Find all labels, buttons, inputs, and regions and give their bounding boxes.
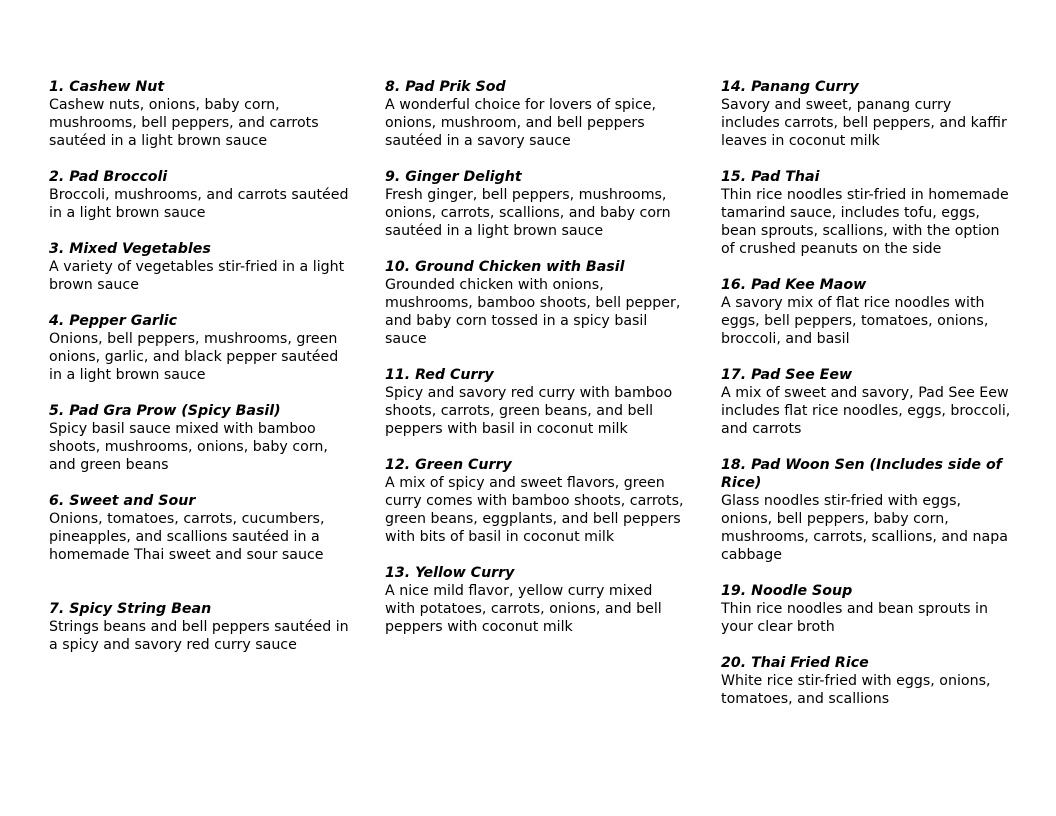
menu-item-description: Strings beans and bell peppers sautéed in a spicy and savory red curry sauce bbox=[49, 619, 349, 653]
menu-item-description: Savory and sweet, panang curry includes carrots, bell peppers, and kaffir leaves in coconut milk bbox=[721, 97, 1007, 149]
menu-item-description: A savory mix of flat rice noodles with eggs, bell peppers, tomatoes, onions, broccoli, and basil bbox=[721, 295, 989, 347]
menu-item-pad-see-eew bbox=[721, 366, 1013, 438]
menu-item-pad-thai bbox=[721, 168, 1013, 258]
menu-item-pad-broccoli bbox=[49, 168, 349, 222]
menu-item-title: 16. Pad Kee Maow bbox=[721, 277, 867, 293]
menu-item-ginger-delight bbox=[385, 168, 685, 240]
menu-item-title: 11. Red Curry bbox=[385, 367, 494, 383]
menu-item-description: Thin rice noodles and bean sprouts in your clear broth bbox=[721, 601, 988, 635]
menu-item-description: White rice stir-fried with eggs, onions, tomatoes, and scallions bbox=[721, 673, 991, 707]
menu-item-title: 14. Panang Curry bbox=[721, 79, 859, 95]
menu-item-title: 5. Pad Gra Prow (Spicy Basil) bbox=[49, 403, 281, 419]
menu-item-description: A mix of spicy and sweet flavors, green curry comes with bamboo shoots, carrots, green beans, eggplants, and bell peppers with bits of basil in coconut milk bbox=[385, 475, 684, 545]
menu-item-sweet-and-sour bbox=[49, 492, 349, 564]
menu-item-description: Grounded chicken with onions, mushrooms, bamboo shoots, bell pepper, and baby corn tossed in a spicy basil sauce bbox=[385, 277, 681, 347]
menu-item-spicy-string-bean bbox=[49, 600, 349, 654]
menu-item-yellow-curry bbox=[385, 564, 685, 636]
menu-item-pepper-garlic bbox=[49, 312, 349, 384]
menu-item-title: 4. Pepper Garlic bbox=[49, 313, 178, 329]
menu-item-description: A wonderful choice for lovers of spice, onions, mushroom, and bell peppers sautéed in a savory sauce bbox=[385, 97, 657, 149]
menu-item-description: Spicy basil sauce mixed with bamboo shoots, mushrooms, onions, baby corn, and green beans bbox=[49, 421, 328, 473]
menu-item-title: 8. Pad Prik Sod bbox=[385, 79, 506, 95]
menu-item-title: 3. Mixed Vegetables bbox=[49, 241, 211, 257]
menu-item-title: 18. Pad Woon Sen (Includes side of Rice) bbox=[721, 457, 1002, 491]
menu-item-red-curry bbox=[385, 366, 685, 438]
menu-item-title: 15. Pad Thai bbox=[721, 169, 820, 185]
menu-item-panang-curry bbox=[721, 78, 1013, 150]
menu-item-title: 12. Green Curry bbox=[385, 457, 512, 473]
menu-item-description: Onions, tomatoes, carrots, cucumbers, pineapples, and scallions sautéed in a homemade Thai sweet and sour sauce bbox=[49, 511, 325, 563]
menu-item-thai-fried-rice bbox=[721, 654, 1013, 708]
menu-item-green-curry bbox=[385, 456, 685, 546]
menu-item-cashew-nut bbox=[49, 78, 349, 150]
menu-column-2 bbox=[385, 78, 685, 654]
menu-item-description: A mix of sweet and savory, Pad See Eew includes flat rice noodles, eggs, broccoli, and carrots bbox=[721, 385, 1011, 437]
menu-item-description: Glass noodles stir-fried with eggs, onions, bell peppers, baby corn, mushrooms, carrots, scallions, and napa cabbage bbox=[721, 493, 1008, 563]
menu-item-description: Cashew nuts, onions, baby corn, mushrooms, bell peppers, and carrots sautéed in a light brown sauce bbox=[49, 97, 319, 149]
menu-item-title: 6. Sweet and Sour bbox=[49, 493, 196, 509]
menu-item-title: 13. Yellow Curry bbox=[385, 565, 515, 581]
menu-item-pad-prik-sod bbox=[385, 78, 685, 150]
menu-column-1 bbox=[49, 78, 349, 672]
menu-item-description: Broccoli, mushrooms, and carrots sautéed in a light brown sauce bbox=[49, 187, 349, 221]
menu-item-noodle-soup bbox=[721, 582, 1013, 636]
menu-item-mixed-vegetables bbox=[49, 240, 349, 294]
menu-item-title: 17. Pad See Eew bbox=[721, 367, 853, 383]
menu-item-pad-gra-prow bbox=[49, 402, 349, 474]
menu-column-3 bbox=[721, 78, 1013, 726]
menu-item-description: A variety of vegetables stir-fried in a light brown sauce bbox=[49, 259, 345, 293]
menu-item-description: Thin rice noodles stir-fried in homemade tamarind sauce, includes tofu, eggs, bean sprouts, scallions, with the option of crushed peanuts on the side bbox=[721, 187, 1009, 257]
menu-item-title: 1. Cashew Nut bbox=[49, 79, 165, 95]
menu-item-ground-chicken-basil bbox=[385, 258, 685, 348]
menu-item-description: A nice mild flavor, yellow curry mixed with potatoes, carrots, onions, and bell peppers with coconut milk bbox=[385, 583, 662, 635]
menu-item-title: 20. Thai Fried Rice bbox=[721, 655, 869, 671]
menu-item-pad-woon-sen bbox=[721, 456, 1013, 564]
menu-item-pad-kee-maow bbox=[721, 276, 1013, 348]
menu-item-title: 9. Ginger Delight bbox=[385, 169, 522, 185]
menu-item-title: 7. Spicy String Bean bbox=[49, 601, 212, 617]
menu-item-description: Spicy and savory red curry with bamboo shoots, carrots, green beans, and bell peppers with basil in coconut milk bbox=[385, 385, 673, 437]
menu-item-description: Fresh ginger, bell peppers, mushrooms, onions, carrots, scallions, and baby corn sautéed in a light brown sauce bbox=[385, 187, 671, 239]
menu-item-title: 10. Ground Chicken with Basil bbox=[385, 259, 625, 275]
menu-item-description: Onions, bell peppers, mushrooms, green onions, garlic, and black pepper sautéed in a light brown sauce bbox=[49, 331, 339, 383]
menu-item-title: 2. Pad Broccoli bbox=[49, 169, 168, 185]
menu-item-title: 19. Noodle Soup bbox=[721, 583, 853, 599]
